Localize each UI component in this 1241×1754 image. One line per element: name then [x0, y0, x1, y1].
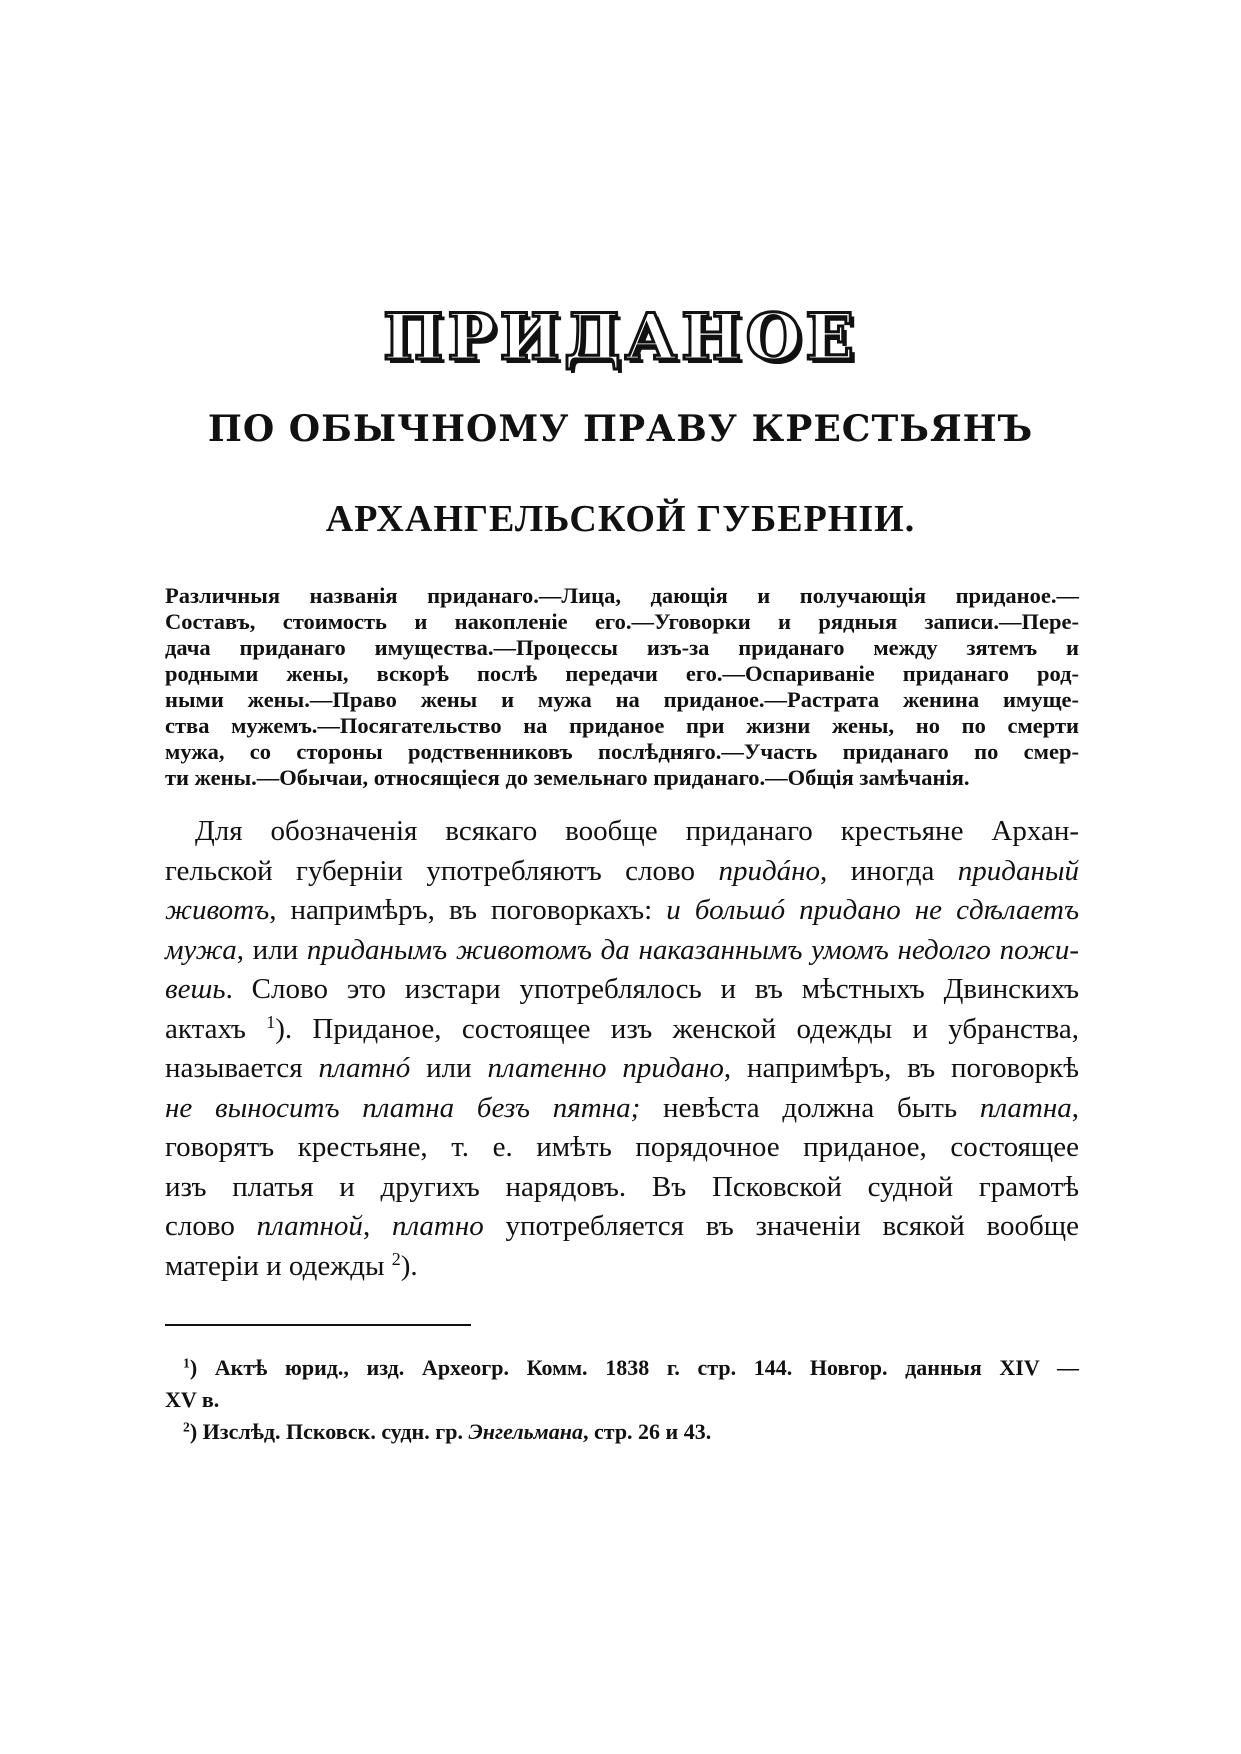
chapter-title: ПРИДАНОЕ	[382, 300, 859, 375]
text: , стр. 26 и 43.	[582, 1419, 712, 1444]
footnote-mark: 1	[183, 1355, 190, 1371]
chapter-summary	[165, 583, 1079, 791]
body-line	[165, 970, 1079, 1010]
text: слово	[165, 1210, 257, 1242]
body-line	[165, 1049, 1079, 1089]
text: ,	[1071, 1091, 1079, 1124]
body-line	[165, 852, 1079, 892]
text: употребляется въ значеніи всякой вообще	[483, 1210, 1080, 1242]
text: , иногда	[820, 854, 958, 887]
body-line	[165, 891, 1079, 931]
italic-proverb: и большó придано не сдѣлаетъ	[666, 894, 1079, 926]
body-paragraph	[165, 812, 1079, 1286]
text: говорятъ крестьяне, т. е. имѣть порядочное приданое, состоящее	[165, 1131, 1079, 1163]
text: XV в.	[165, 1387, 220, 1412]
footnote-divider	[165, 1324, 471, 1326]
body-line	[165, 1168, 1079, 1208]
text: гельской губерніи употребляютъ слово	[165, 854, 719, 887]
text: или	[410, 1052, 488, 1084]
summary-line: мужа, со стороны родственниковъ послѣдняго.—Участь приданаго по смер-	[165, 739, 1079, 764]
summary-line: ти жены.—Обычаи, относящіеся до земельнаго приданаго.—Общія замѣчанія.	[165, 765, 970, 790]
italic-proverb: не выноситъ платна безъ пятна;	[165, 1091, 641, 1124]
text: ) Актѣ юрид., изд. Археогр. Комм. 1838 г. стр. 144. Новгор. данныя XIV —	[189, 1355, 1079, 1380]
footnote-1	[165, 1352, 1079, 1384]
text: ). Приданое, состоящее изъ женской одежды и убранства,	[275, 1012, 1079, 1045]
text: ).	[400, 1249, 418, 1282]
summary-line: Различныя названія приданаго.—Лица, дающія и получающія приданое.—	[165, 583, 1079, 608]
body-line	[165, 1128, 1079, 1168]
summary-line: родными жены, вскорѣ послѣ передачи его.—Оспариваніе приданаго род-	[165, 661, 1079, 686]
italic-term: придáно	[718, 854, 820, 887]
text: , напримѣръ, въ поговоркахъ:	[269, 894, 667, 926]
italic-proverb: приданымъ животомъ да наказаннымъ умомъ недолго пожи-	[306, 933, 1079, 966]
footnote-mark: 2	[183, 1419, 190, 1435]
summary-line: ными жены.—Право жены и мужа на приданое.—Растрата женина имуще-	[165, 687, 1079, 712]
footnote-2	[165, 1416, 1079, 1448]
summary-line: Составъ, стоимость и накопленіе его.—Уговорки и рядныя записи.—Пере-	[165, 609, 1079, 634]
text: ,	[362, 1210, 392, 1242]
italic-term: платной	[256, 1210, 363, 1242]
chapter-subtitle: ПО ОБЫЧНОМУ ПРАВУ КРЕСТЬЯНЪ	[207, 408, 1034, 450]
italic-term: платна	[979, 1091, 1072, 1124]
italic-term: платенно придано	[487, 1052, 724, 1084]
body-line	[165, 1207, 1079, 1247]
summary-line: дача приданаго имущества.—Процессы изъ-за приданаго между зятемъ и	[165, 635, 1079, 660]
text: ) Изслѣд. Псковск. судн. гр.	[189, 1419, 469, 1444]
body-line	[165, 1247, 1079, 1287]
footnotes	[165, 1352, 1079, 1448]
text: . Слово это изстари употреблялось и въ мѣстныхъ Двинскихъ	[225, 973, 1079, 1005]
body-line	[165, 812, 1079, 852]
italic-term: животъ	[165, 894, 270, 926]
text: , или	[236, 933, 307, 966]
text: изъ платья и другихъ нарядовъ. Въ Псковской судной грамотѣ	[165, 1170, 1079, 1203]
italic-proverb: вешь	[165, 973, 226, 1005]
text: актахъ	[165, 1012, 267, 1045]
text: матеріи и одежды	[165, 1249, 392, 1282]
summary-line: ства мужемъ.—Посягательство на приданое при жизни жены, но по смерти	[165, 713, 1079, 738]
italic-term: платно	[391, 1210, 484, 1242]
text: называется	[165, 1052, 319, 1084]
body-line	[165, 931, 1079, 971]
footnote-ref[interactable]: 2	[391, 1248, 401, 1269]
body-line	[165, 1089, 1079, 1129]
body-line	[165, 1010, 1079, 1050]
text: невѣста должна быть	[640, 1091, 980, 1124]
chapter-region: АРХАНГЕЛЬСКОЙ ГУБЕРНІИ.	[325, 498, 916, 540]
italic-term: приданый	[957, 854, 1079, 887]
text: , напримѣръ, въ поговоркѣ	[723, 1052, 1080, 1084]
italic-proverb: мужа	[165, 933, 237, 966]
italic-author: Энгельмана	[468, 1419, 583, 1444]
text: Для обозначенія всякаго вообще приданаго крестьяне Архан-	[195, 815, 1079, 847]
footnote-ref[interactable]: 1	[266, 1011, 276, 1032]
italic-term: платнó	[318, 1052, 411, 1084]
footnote-1-cont	[165, 1384, 1079, 1416]
